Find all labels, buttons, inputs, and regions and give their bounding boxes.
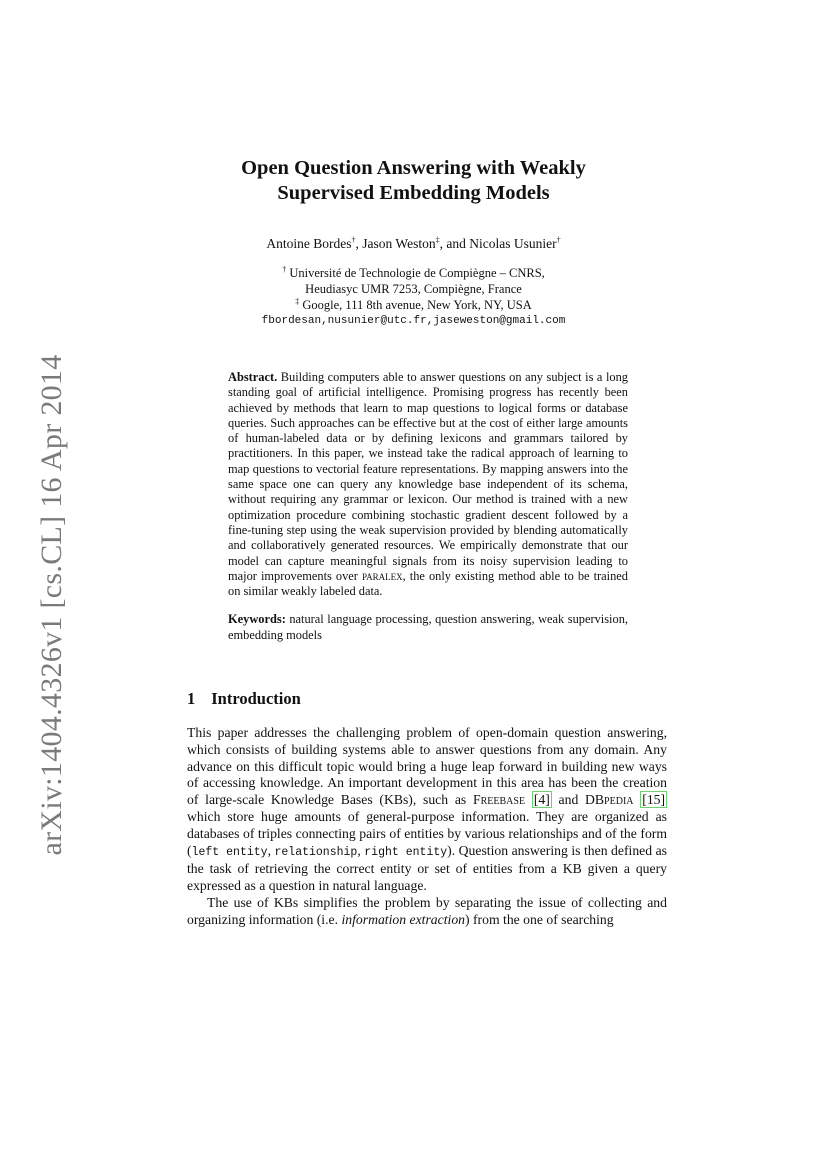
keywords-label: Keywords: (228, 612, 286, 627)
author-name: Antoine Bordes (266, 236, 352, 251)
title-line-1: Open Question Answering with Weakly (241, 157, 586, 179)
introduction-body (187, 725, 667, 929)
freebase-name: Freebase (473, 792, 526, 808)
code-relationship: relationship (274, 845, 358, 859)
code-left-entity: left entity (191, 845, 268, 859)
affiliation-mark: ‡ (435, 235, 440, 245)
abstract-block (228, 370, 628, 643)
title-line-2: Supervised Embedding Models (277, 182, 550, 204)
affiliations (0, 265, 827, 329)
author-name: Jason Weston (362, 236, 436, 251)
arxiv-identifier: arXiv:1404.4326v1 [cs.CL] 16 Apr 2014 (35, 354, 68, 856)
affiliation-mark: † (351, 235, 356, 245)
citation-link[interactable]: [15] (642, 792, 666, 808)
dbpedia-name: DBpedia (585, 792, 634, 808)
paralex-name: paralex (361, 568, 403, 583)
section-number: 1 (187, 689, 196, 708)
citation-link[interactable]: [4] (533, 792, 550, 808)
affiliation-mark: † (556, 235, 561, 245)
code-right-entity: right entity (364, 845, 448, 859)
author-name: Nicolas Usunier (469, 236, 557, 251)
affiliation-mark: † (282, 264, 287, 274)
keywords: Keywords: natural language processing, question answering, weak supervision, embedding models (228, 612, 628, 642)
abstract: Abstract. Building computers able to answer questions on any subject is a long standing goal of artificial intelligence. Promising progress has recently been achieved by methods that learn to map questions to logical forms or database queries. Such approaches can be effective but at the cost of either large amounts of human-labeled data or by defining lexicons and grammars tailored by practitioners. In this paper, we instead take the radical approach of learning to map questions to vectorial feature representations. By mapping answers into the same space one can query any knowledge base independent of its schema, without requiring any grammar or lexicon. Our method is trained with a new optimization procedure combining stochastic gradient descent followed by a fine-tuning step using the weak supervision provided by blending automatically and collaboratively generated resources. We empirically demonstrate that our model can capture meaningful signals from its noisy supervision leading to major improvements over paralex, the only existing method able to be trained on similar weakly labeled data. (228, 370, 628, 599)
author-list: Antoine Bordes†, Jason Weston‡, and Nicolas Usunier† (266, 235, 561, 251)
paragraph: This paper addresses the challenging problem of open-domain question answering, which consists of building systems able to answer questions from any domain. Any advance on this difficult topic would bring a huge leap forward in building new ways of accessing knowledge. An important development in this area has been the creation of large-scale Knowledge Bases (KBs), such as Freebase [4] and DBpedia [15] which store huge amounts of general-purpose information. They are organized as databases of triples connecting pairs of entities by various relationships and of the form (left entity, relationship, right entity). Question answering is then defined as the task of retrieving the correct entity or set of entities from a KB given a query expressed as a question in natural language. (187, 725, 668, 894)
paper-title (0, 156, 827, 206)
abstract-label: Abstract. (228, 370, 278, 384)
section-heading (187, 689, 301, 709)
affiliation-line: † Université de Technologie de Compiègne – CNRS, (282, 264, 545, 280)
affiliation-mark: ‡ (295, 296, 300, 306)
paragraph: The use of KBs simplifies the problem by separating the issue of collecting and organizing information (i.e. information extraction) from the one of searching (187, 894, 667, 927)
author-emails: fbordesan,nusunier@utc.fr,jaseweston@gmail.com (261, 315, 566, 327)
section-title: Introduction (211, 689, 301, 708)
affiliation-line: Heudiasyc UMR 7253, Compiègne, France (305, 282, 522, 296)
affiliation-line: ‡ Google, 111 8th avenue, New York, NY, USA (295, 296, 532, 312)
emphasis: information extraction (341, 911, 466, 927)
